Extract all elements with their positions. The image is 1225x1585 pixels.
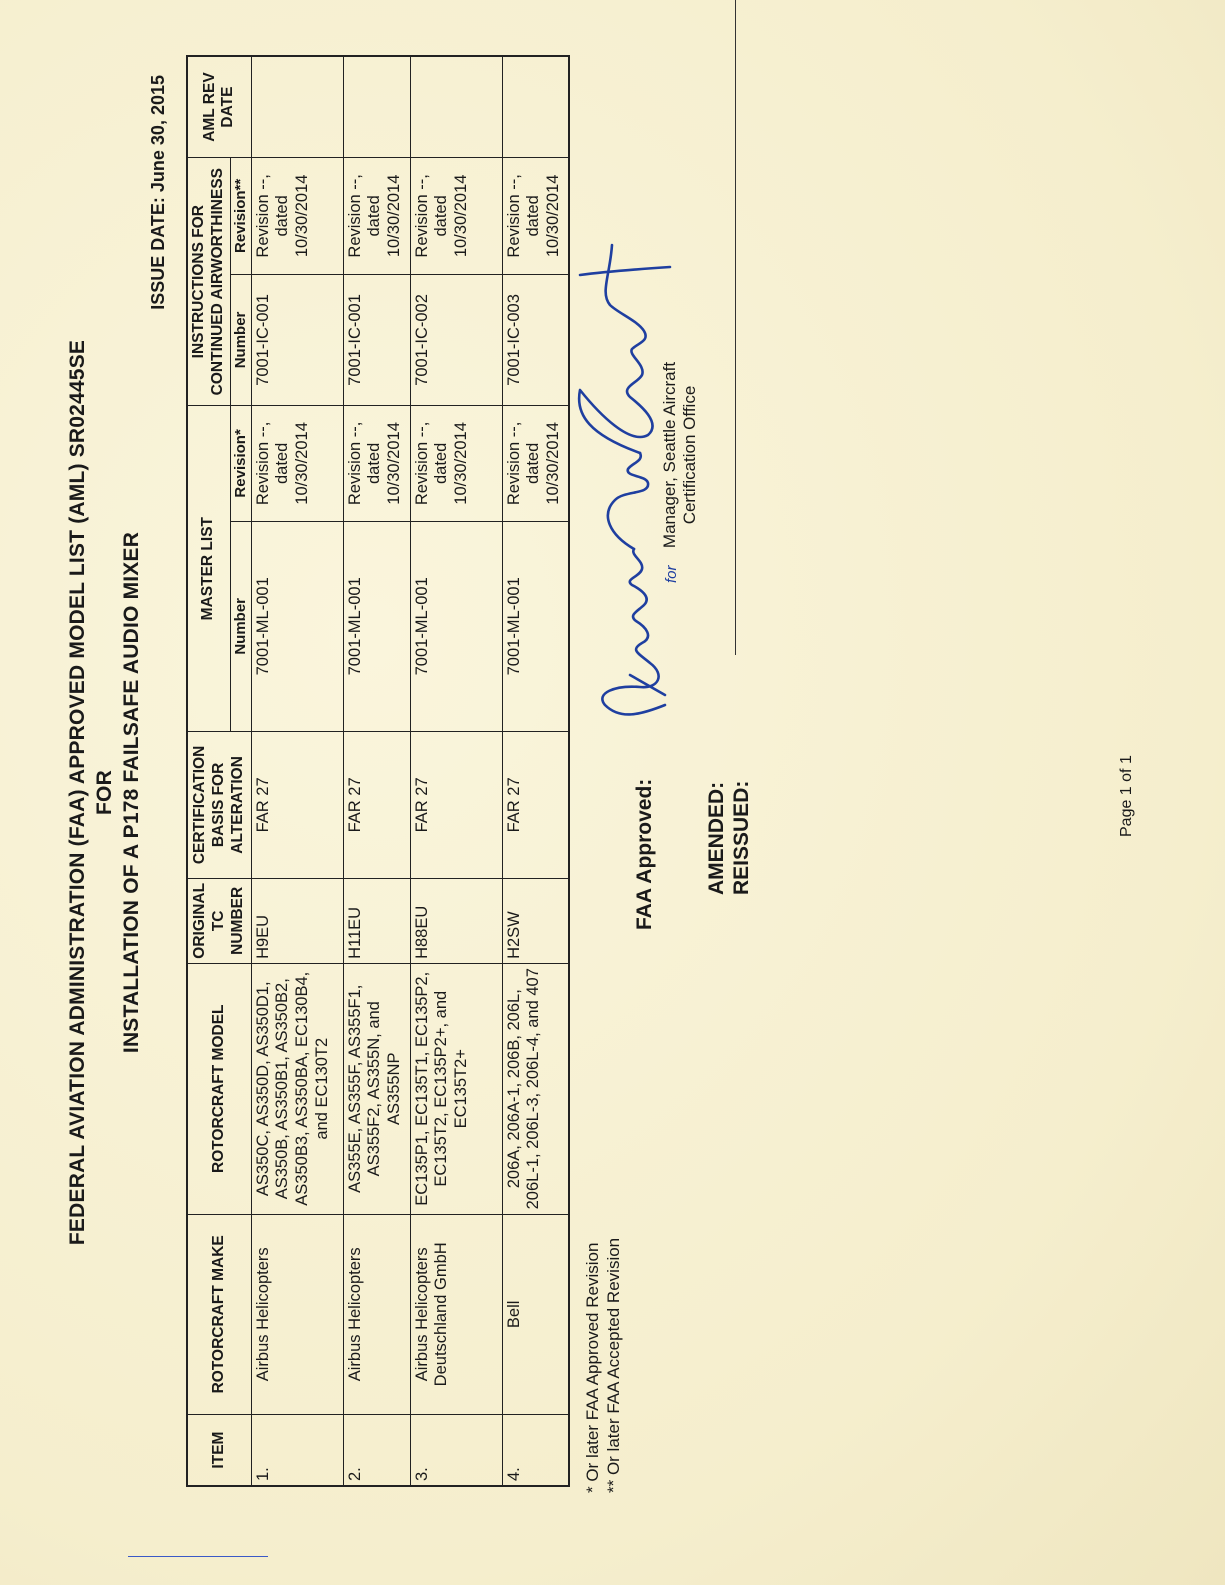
cell-ml-number: 7001-ML-001 [410,521,502,732]
cell-tc: H88EU [410,878,502,963]
cell-item: 1. [251,1415,343,1486]
cell-tc: H9EU [251,878,343,963]
aml-table [186,55,570,1487]
cell-cert: FAR 27 [251,732,343,879]
cell-model: EC135P1, EC135T1, EC135P2, EC135T2, EC135P2+, and EC135T2+ [410,963,502,1214]
header-aml-rev-date: AML REV DATE [187,56,251,158]
cell-ml-revision: Revision --, dated 10/30/2014 [251,406,343,521]
footnote-accepted: ** Or later FAA Accepted Revision [604,1237,623,1493]
signature-prefix: for [663,565,680,583]
cell-aml-rev [502,56,569,158]
cell-model: AS350C, AS350D, AS350D1, AS350B, AS350B1, AS350B2, AS350B3, AS350BA, EC130B4, and EC130T2 [251,963,343,1214]
cell-aml-rev [343,56,410,158]
table-row [343,56,410,1486]
cell-ic-revision: Revision --, dated 10/30/2014 [502,158,569,275]
header-master-revision: Revision* [230,406,251,521]
cell-ml-number: 7001-ML-001 [502,521,569,732]
cell-ml-revision: Revision --, dated 10/30/2014 [343,406,410,521]
header-cert-basis: CERTIFICATION BASIS FOR ALTERATION [187,732,251,879]
cell-item: 4. [502,1415,569,1486]
cell-ml-revision: Revision --, dated 10/30/2014 [502,406,569,521]
header-master-number: Number [230,521,251,732]
issue-date: ISSUE DATE: June 30, 2015 [148,75,168,310]
cell-aml-rev [251,56,343,158]
header-ica-revision: Revision** [230,158,251,275]
cell-ic-revision: Revision --, dated 10/30/2014 [343,158,410,275]
signature-line [735,0,736,655]
cell-ic-number: 7001-IC-001 [343,274,410,406]
title-line-1: FEDERAL AVIATION ADMINISTRATION (FAA) APPROVED MODEL LIST (AML) SR02445SE [66,339,89,1246]
cell-tc: H11EU [343,878,410,963]
cell-item: 2. [343,1415,410,1486]
cell-item: 3. [410,1415,502,1486]
amended-label: AMENDED: [705,781,728,895]
cell-ic-number: 7001-IC-001 [251,274,343,406]
cell-tc: H2SW [502,878,569,963]
signer-title-line-1: Manager, Seattle Aircraft [660,361,679,549]
header-make: ROTORCRAFT MAKE [187,1214,251,1415]
cell-cert: FAR 27 [343,732,410,879]
header-ica: INSTRUCTIONS FOR CONTINUED AIRWORTHINESS [187,158,230,406]
faa-approved-label: FAA Approved: [633,778,656,930]
cell-make: Airbus Helicopters [343,1214,410,1415]
cell-aml-rev [410,56,502,158]
signer-title-line-2: Certification Office [680,385,700,525]
table-row [410,56,502,1486]
cell-cert: FAR 27 [410,732,502,879]
header-master-list: MASTER LIST [187,406,230,732]
title-line-2: FOR [93,770,116,815]
reissued-label: REISSUED: [730,780,753,895]
header-item: ITEM [187,1415,251,1486]
cell-model: 206A, 206A-1, 206B, 206L, 206L-1, 206L-3, 206L-4, and 407 [502,963,569,1214]
cell-ml-number: 7001-ML-001 [251,521,343,732]
link-underline [128,1556,268,1557]
cell-ic-number: 7001-IC-002 [410,274,502,406]
cell-model: AS355E, AS355F, AS355F1, AS355F2, AS355N, and AS355NP [343,963,410,1214]
cell-ic-number: 7001-IC-003 [502,274,569,406]
cell-ic-revision: Revision --, dated 10/30/2014 [410,158,502,275]
cell-make: Airbus Helicopters Deutschland GmbH [410,1214,502,1415]
cell-make: Bell [502,1214,569,1415]
header-ica-number: Number [230,274,251,406]
cell-ml-revision: Revision --, dated 10/30/2014 [410,406,502,521]
table-row [502,56,569,1486]
cell-ic-revision: Revision --, dated 10/30/2014 [251,158,343,275]
cell-make: Airbus Helicopters [251,1214,343,1415]
table-row [251,56,343,1486]
signer-title [660,205,701,705]
page-number: Page 1 of 1 [1118,755,1135,837]
cell-ml-number: 7001-ML-001 [343,521,410,732]
footnote-approved: * Or later FAA Approved Revision [583,1242,602,1493]
header-tc-number: ORIGINAL TC NUMBER [187,878,251,963]
header-model: ROTORCRAFT MODEL [187,963,251,1214]
title-line-3: INSTALLATION OF A P178 FAILSAFE AUDIO MIXER [120,531,143,1054]
cell-cert: FAR 27 [502,732,569,879]
